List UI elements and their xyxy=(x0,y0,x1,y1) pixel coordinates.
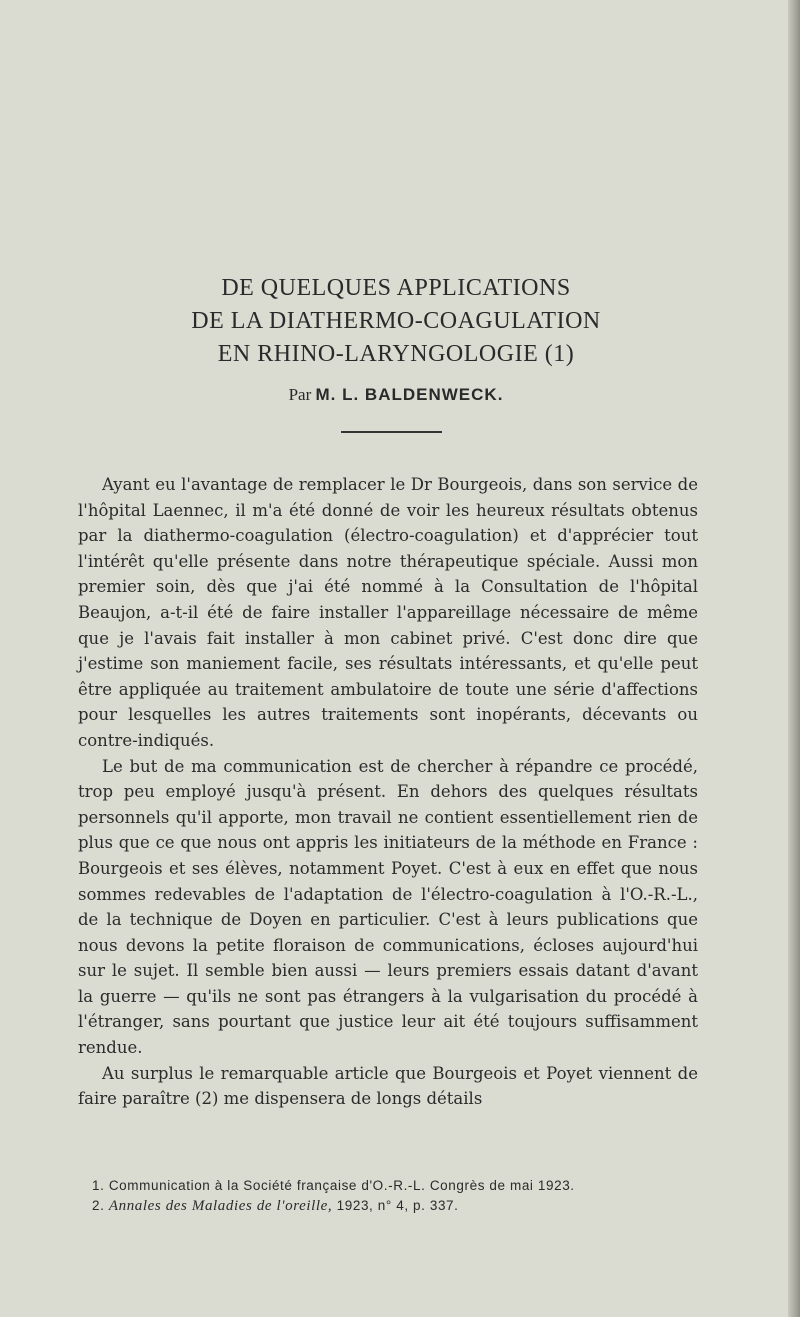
byline xyxy=(0,385,792,405)
title-line-3: EN RHINO-LARYNGOLOGIE (1) xyxy=(217,341,575,367)
footnote-1 xyxy=(78,1176,698,1196)
paragraph-2: Le but de ma communication est de chercher à répandre ce procédé, trop peu employé jusqu'à présent. En dehors des quelques résultats personnels qu'il apporte, mon travail ne contient essentiellement rien de plus que ce que nous ont appris les initiateurs de la méthode en France : Bourgeois et ses élèves, notamment Poyet. C'est à eux en effet que nous sommes redevables de l'adaptation de l'électro-coagulation à l'O.-R.-L., de la technique de Doyen en particulier. C'est à leurs publications que nous devons la petite floraison de communications, écloses aujourd'hui sur le sujet. Il semble bien aussi — leurs premiers essais datant d'avant la guerre — qu'ils ne sont pas étrangers à la vulgarisation du procédé à l'étranger, sans pourtant que justice leur ait été toujours suffisamment rendue. xyxy=(78,756,698,1058)
title-line-2: DE LA DIATHERMO-COAGULATION xyxy=(191,308,601,334)
article-body xyxy=(78,472,698,1112)
page-binding-edge xyxy=(788,0,800,1317)
footnote-1-text: Communication à la Société française d'O.-R.-L. Congrès de mai 1923. xyxy=(108,1178,575,1193)
byline-prefix: Par xyxy=(288,385,312,404)
footnote-2 xyxy=(78,1196,698,1216)
title-line-1: DE QUELQUES APPLICATIONS xyxy=(221,275,571,301)
paragraph-3: Au surplus le remarquable article que Bourgeois et Poyet viennent de faire paraître (2) me dispensera de longs détails xyxy=(78,1063,698,1109)
separator-rule xyxy=(341,431,442,433)
footnote-2-journal: Annales des Maladies de l'oreille, xyxy=(108,1198,333,1214)
paragraph-1: Ayant eu l'avantage de remplacer le Dr Bourgeois, dans son service de l'hôpital Laennec, il m'a été donné de voir les heureux résultats obtenus par la diathermo-coagulation (électro-coagulation) et d'apprécier tout l'intérêt qu'elle présente dans notre thérapeutique spéciale. Aussi mon premier soin, dès que j'ai été nommé à la Consultation de l'hôpital Beaujon, a-t-il été de faire installer l'appareillage nécessaire de même que je l'avais fait installer à mon cabinet privé. C'est donc dire que j'estime son maniement facile, ses résultats intéressants, et qu'elle peut être appliquée au traitement ambulatoire de toute une série d'affections pour lesquelles les autres traitements sont inopérants, décevants ou contre-indiqués. xyxy=(78,475,698,750)
footnotes xyxy=(78,1176,698,1216)
footnote-1-number: 1. xyxy=(92,1178,105,1193)
footnote-2-number: 2. xyxy=(92,1198,105,1213)
author-name: M. L. BALDENWECK. xyxy=(315,385,504,404)
footnote-2-reference: 1923, n° 4, p. 337. xyxy=(336,1198,459,1213)
